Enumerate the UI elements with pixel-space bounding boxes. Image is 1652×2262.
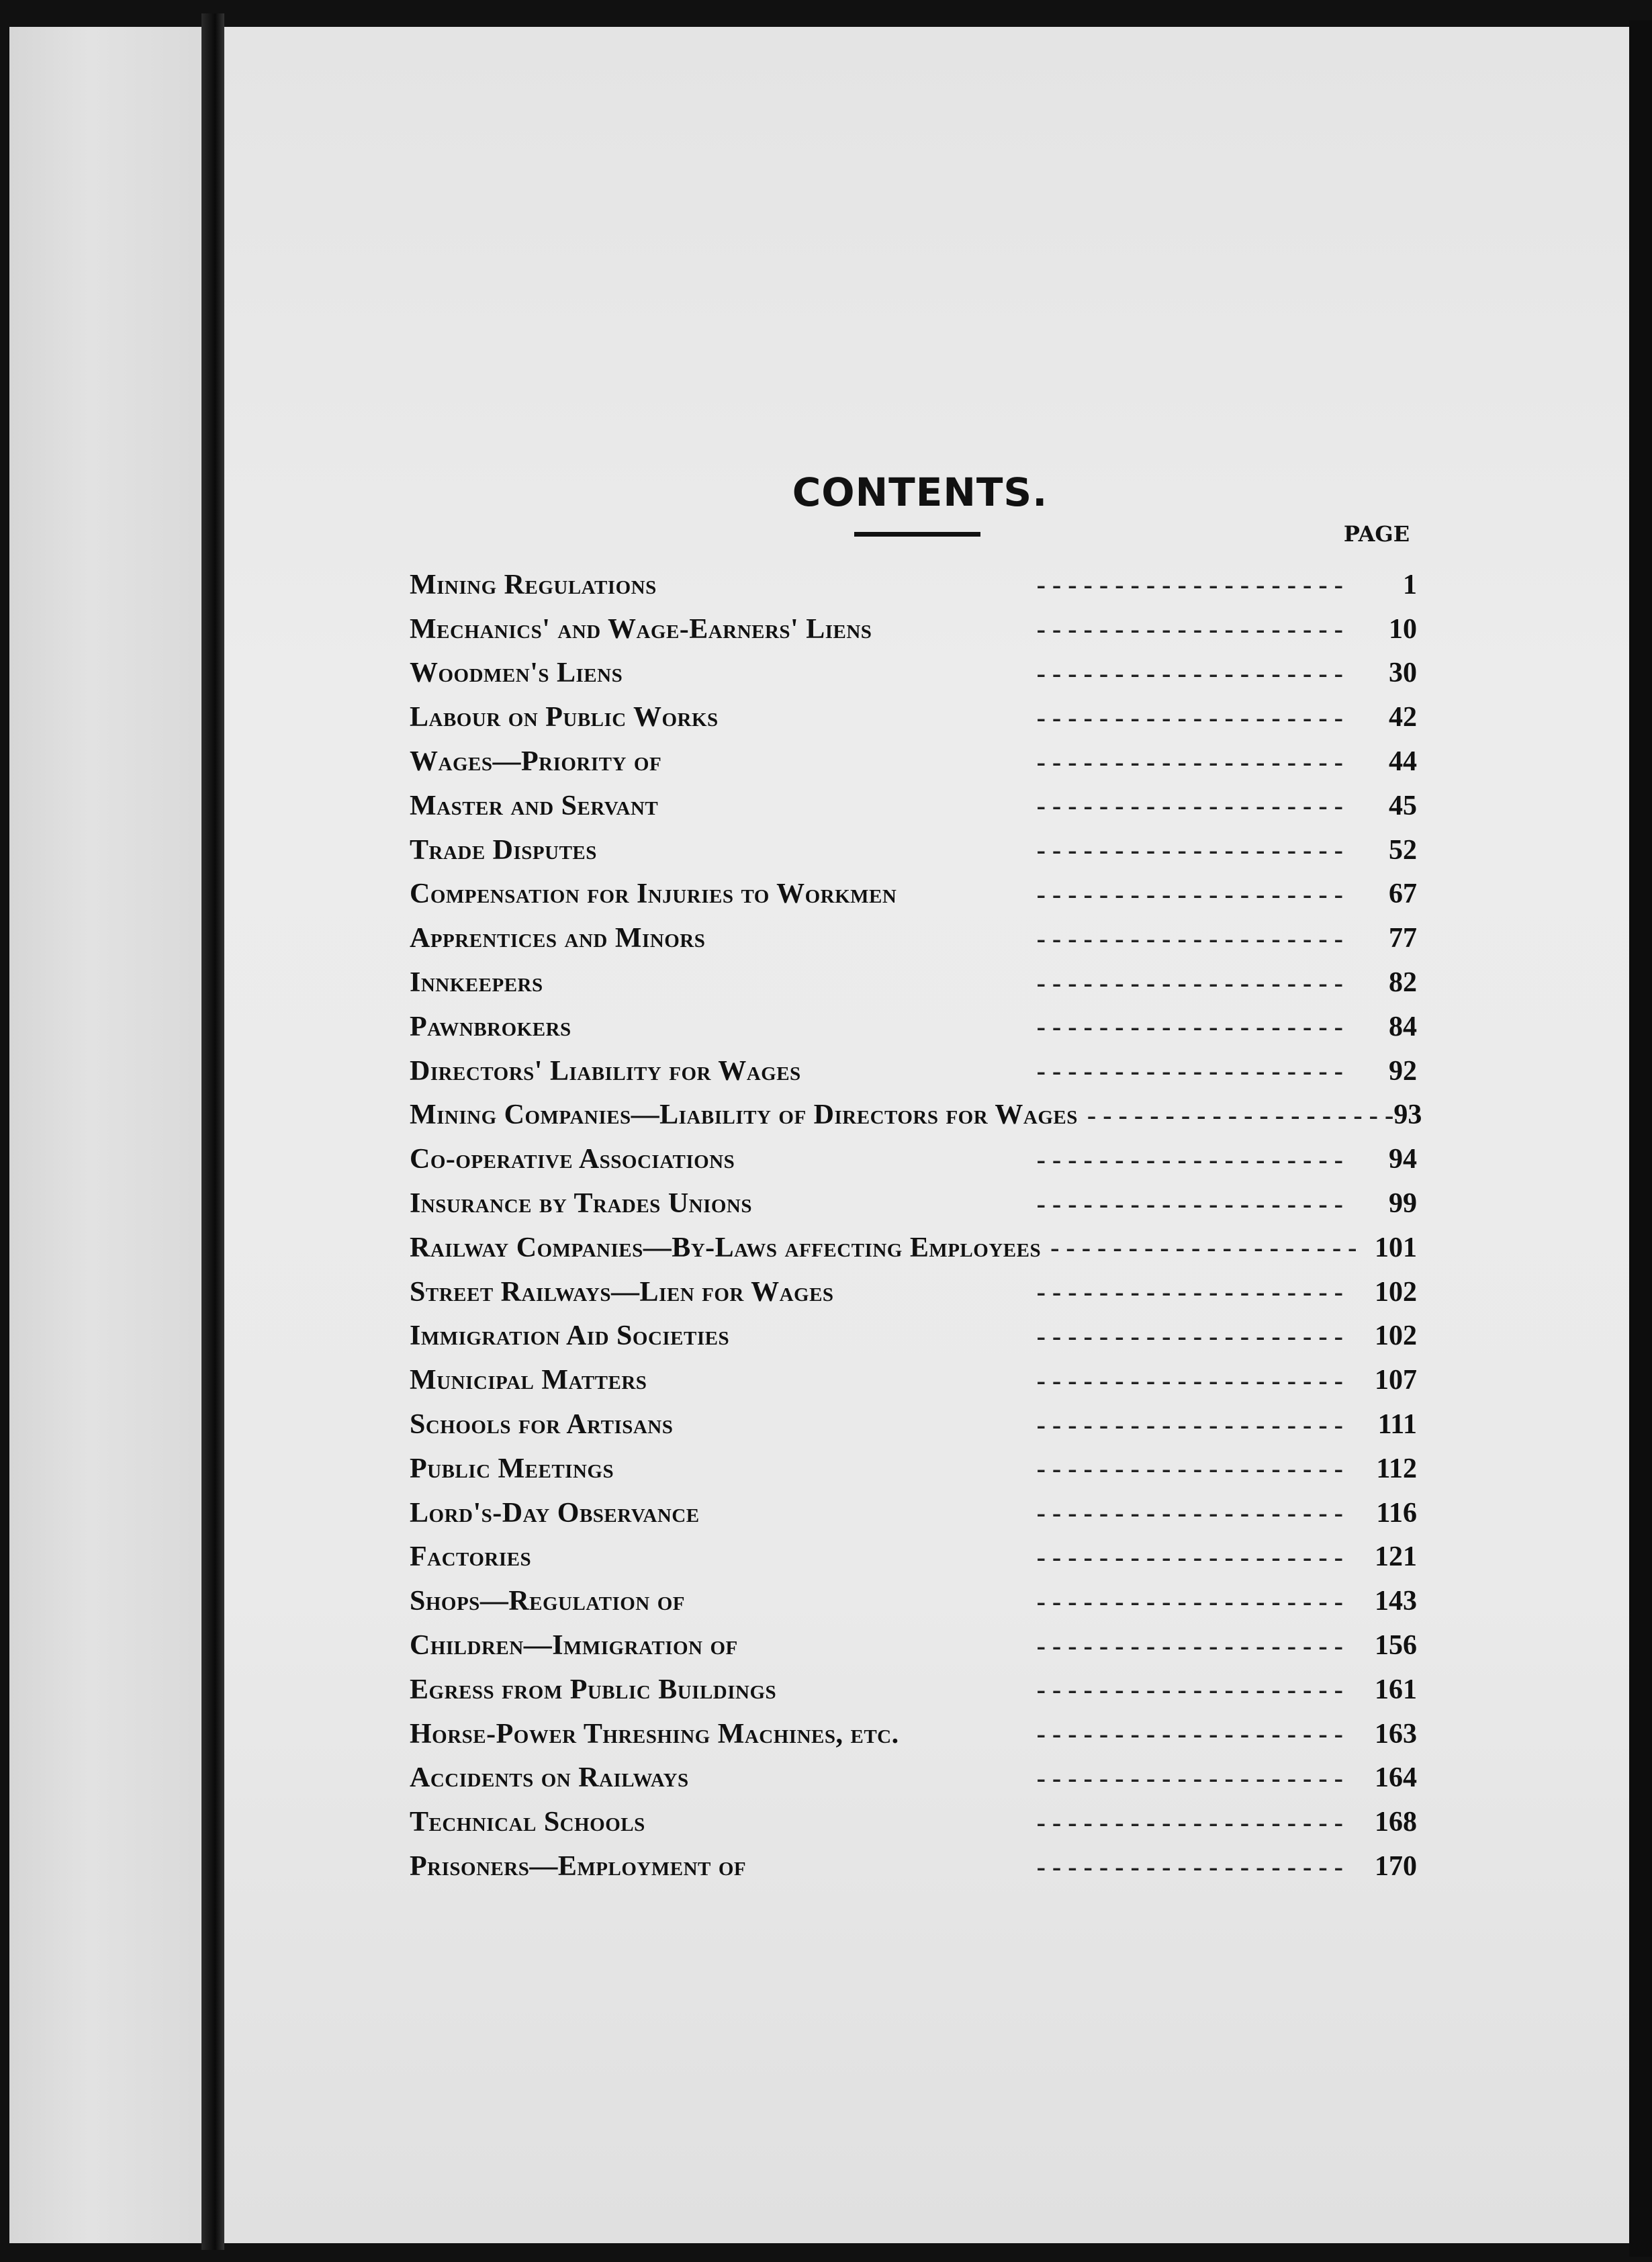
toc-entry	[410, 607, 1417, 651]
toc-entry	[410, 1049, 1417, 1093]
toc-page-number: 44	[1389, 746, 1417, 778]
toc-entry	[410, 1137, 1417, 1181]
dot-leader: - - - - - - - - - - - - - - - - - - - -	[1036, 1541, 1343, 1572]
dot-leader: - - - - - - - - - - - - - - - - - - - -	[1036, 1586, 1343, 1617]
toc-entry	[410, 1270, 1417, 1314]
toc-entry	[410, 1623, 1417, 1668]
toc-page-number: 168	[1375, 1807, 1417, 1838]
toc-entry-title: Labour on Public Works	[410, 702, 719, 733]
toc-page-number: 161	[1375, 1674, 1417, 1705]
dot-leader: - - - - - - - - - - - - - - - - - - - -	[1036, 1409, 1343, 1440]
toc-entry	[410, 1402, 1417, 1447]
toc-page-number: 10	[1389, 613, 1417, 645]
toc-entry	[410, 739, 1417, 784]
dot-leader: - - - - - - - - - - - - - - - - - - - -	[1036, 746, 1343, 777]
toc-entry-title: Prisoners—Employment of	[410, 1851, 747, 1882]
toc-page-number: 42	[1389, 702, 1417, 733]
toc-entry-title: Insurance by Trades Unions	[410, 1188, 753, 1220]
toc-entry	[410, 695, 1417, 739]
toc-entry	[410, 1181, 1417, 1226]
toc-page-number: 1	[1403, 569, 1417, 600]
toc-page-number: 94	[1389, 1144, 1417, 1175]
table-of-contents	[410, 563, 1422, 1889]
toc-page-number: 112	[1376, 1453, 1417, 1484]
toc-page-number: 164	[1375, 1762, 1417, 1794]
dot-leader: - - - - - - - - - - - - - - - - - - - -	[1036, 1453, 1343, 1484]
toc-page-number: 170	[1375, 1851, 1417, 1882]
toc-entry-title: Children—Immigration of	[410, 1630, 738, 1662]
dot-leader: - - - - - - - - - - - - - - - - - - - -	[1036, 790, 1343, 821]
toc-page-number: 111	[1377, 1409, 1417, 1441]
dot-leader: - - - - - - - - - - - - - - - - - - - -	[1036, 1807, 1343, 1838]
dot-leader: - - - - - - - - - - - - - - - - - - - -	[1036, 1851, 1343, 1882]
left-page-edge	[9, 27, 211, 2243]
toc-page-number: 102	[1375, 1320, 1417, 1352]
toc-page-number: 67	[1389, 878, 1417, 910]
dot-leader: - - - - - - - - - - - - - - - - - - - -	[1036, 1674, 1343, 1705]
toc-entry-title: Public Meetings	[410, 1453, 614, 1484]
toc-page-number: 52	[1389, 834, 1417, 866]
dot-leader: - - - - - - - - - - - - - - - - - - - -	[1036, 1365, 1343, 1396]
toc-entry-title: Innkeepers	[410, 967, 543, 999]
toc-entry	[410, 1535, 1417, 1580]
toc-entry	[410, 960, 1417, 1005]
toc-entry-title: Schools for Artisans	[410, 1409, 674, 1441]
dot-leader: - - - - - - - - - - - - - - - - - - - -	[1036, 1056, 1343, 1087]
toc-entry-title: Co-operative Associations	[410, 1144, 735, 1175]
toc-entry-title: Factories	[410, 1541, 532, 1573]
toc-page-number: 156	[1375, 1630, 1417, 1662]
toc-entry	[410, 651, 1417, 696]
toc-entry-title: Accidents on Railways	[410, 1762, 689, 1794]
dot-leader: - - - - - - - - - - - - - - - - - - - -	[1036, 570, 1343, 600]
dot-leader: - - - - - - - - - - - - - - - - - - - -	[1036, 1498, 1343, 1529]
toc-entry	[410, 784, 1417, 828]
toc-entry	[410, 1712, 1417, 1756]
dot-leader: - - - - - - - - - - - - - - - - - - - -	[1036, 1762, 1343, 1793]
dot-leader: - - - - - - - - - - - - - - - - - - - -	[1036, 1011, 1343, 1042]
toc-entry-title: Immigration Aid Societies	[410, 1320, 730, 1352]
toc-entry	[410, 1226, 1417, 1270]
dot-leader: - - - - - - - - - - - - - - - - - - - -	[1036, 1320, 1343, 1351]
toc-page-number: 84	[1389, 1011, 1417, 1042]
toc-page-number: 121	[1375, 1541, 1417, 1573]
toc-entry	[410, 916, 1417, 960]
dot-leader: - - - - - - - - - - - - - - - - - - - -	[1036, 967, 1343, 998]
dot-leader: - - - - - - - - - - - - - - - - - - - -	[1036, 1188, 1343, 1219]
toc-entry	[410, 1491, 1417, 1535]
dot-leader: - - - - - - - - - - - - - - - - - - - -	[1036, 1719, 1343, 1750]
toc-entry-title: Railway Companies—By-Laws affecting Employees	[410, 1232, 1042, 1263]
toc-page-number: 116	[1376, 1497, 1417, 1529]
dot-leader: - - - - - - - - - - - - - - - - - - - -	[1036, 614, 1343, 645]
toc-page-number: 163	[1375, 1718, 1417, 1750]
page-title: CONTENTS.	[792, 469, 1048, 515]
toc-entry-title: Directors' Liability for Wages	[410, 1055, 801, 1087]
dot-leader: - - - - - - - - - - - - - - - - - - - -	[1036, 923, 1343, 954]
toc-entry	[410, 1005, 1417, 1049]
toc-entry-title: Shops—Regulation of	[410, 1586, 686, 1617]
dot-leader: - - - - - - - - - - - - - - - - - - - -	[1036, 1144, 1343, 1175]
dot-leader: - - - - - - - - - - - - - - - - - - - -	[1050, 1232, 1357, 1263]
toc-entry-title: Municipal Matters	[410, 1365, 647, 1396]
toc-entry	[410, 1314, 1417, 1359]
dot-leader: - - - - - - - - - - - - - - - - - - - -	[1036, 1277, 1343, 1308]
toc-page-number: 93	[1393, 1099, 1422, 1131]
book-spine	[201, 13, 224, 2250]
toc-page-number: 143	[1375, 1586, 1417, 1617]
toc-entry	[410, 872, 1417, 917]
toc-page-number: 101	[1375, 1232, 1417, 1263]
toc-entry-title: Pawnbrokers	[410, 1011, 571, 1042]
toc-entry-title: Mining Companies—Liability of Directors for Wages	[410, 1099, 1078, 1131]
toc-page-number: 45	[1389, 790, 1417, 821]
toc-entry	[410, 1579, 1417, 1623]
title-divider	[854, 532, 980, 537]
toc-entry-title: Mining Regulations	[410, 569, 657, 600]
toc-entry	[410, 828, 1417, 872]
right-page-edge	[1629, 20, 1652, 2257]
toc-entry-title: Lord's-Day Observance	[410, 1497, 700, 1529]
toc-entry	[410, 1668, 1417, 1712]
page-column-header: PAGE	[1343, 521, 1410, 547]
dot-leader: - - - - - - - - - - - - - - - - - - - -	[1036, 835, 1343, 866]
dot-leader: - - - - - - - - - - - - - - - - - - - -	[1036, 658, 1343, 688]
toc-page-number: 99	[1389, 1188, 1417, 1220]
toc-entry	[410, 1447, 1417, 1491]
toc-page-number: 102	[1375, 1276, 1417, 1308]
toc-entry-title: Apprentices and Minors	[410, 923, 706, 954]
toc-page-number: 77	[1389, 923, 1417, 954]
toc-entry-title: Mechanics' and Wage-Earners' Liens	[410, 613, 872, 645]
toc-page-number: 107	[1375, 1365, 1417, 1396]
toc-page-number: 82	[1389, 967, 1417, 999]
toc-entry-title: Trade Disputes	[410, 834, 597, 866]
toc-entry	[410, 1358, 1417, 1402]
toc-entry-title: Woodmen's Liens	[410, 658, 623, 689]
toc-entry	[410, 1800, 1417, 1844]
toc-entry-title: Horse-Power Threshing Machines, etc.	[410, 1718, 899, 1750]
toc-entry-title: Technical Schools	[410, 1807, 645, 1838]
toc-entry	[410, 1093, 1422, 1138]
toc-page-number: 92	[1389, 1055, 1417, 1087]
toc-entry	[410, 1756, 1417, 1801]
toc-entry	[410, 1844, 1417, 1889]
dot-leader: - - - - - - - - - - - - - - - - - - - -	[1036, 702, 1343, 733]
dot-leader: - - - - - - - - - - - - - - - - - - - -	[1036, 878, 1343, 909]
toc-entry-title: Egress from Public Buildings	[410, 1674, 777, 1705]
toc-page-number: 30	[1389, 658, 1417, 689]
toc-entry-title: Wages—Priority of	[410, 746, 662, 778]
dot-leader: - - - - - - - - - - - - - - - - - - - -	[1036, 1630, 1343, 1661]
toc-entry-title: Street Railways—Lien for Wages	[410, 1276, 834, 1308]
toc-entry	[410, 563, 1417, 607]
dot-leader: - - - - - - - - - - - - - - - - - - - -	[1087, 1099, 1394, 1130]
toc-entry-title: Master and Servant	[410, 790, 659, 821]
toc-entry-title: Compensation for Injuries to Workmen	[410, 878, 897, 910]
